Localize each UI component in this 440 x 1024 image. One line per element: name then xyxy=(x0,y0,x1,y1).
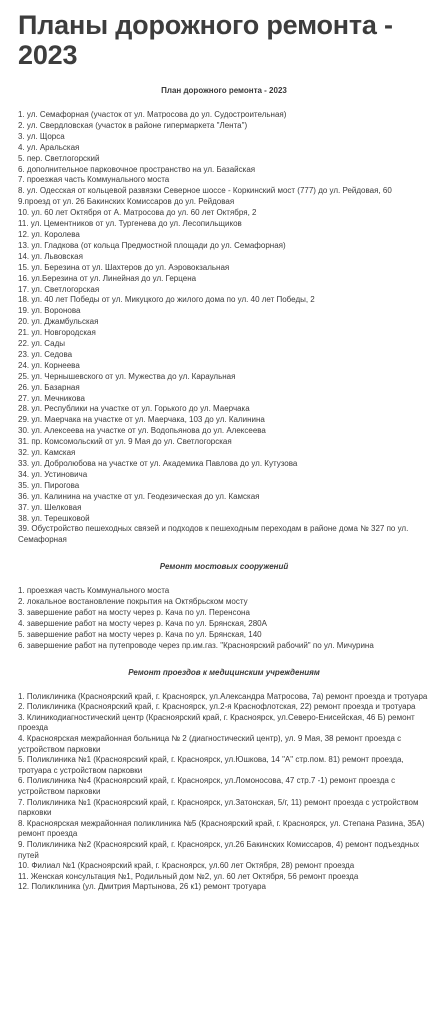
list-item: 2. ул. Свердловская (участок в районе гипермаркета "Лента") xyxy=(18,120,248,130)
list-item: 21. ул. Новгородская xyxy=(18,328,96,338)
list-item: 26. ул. Базарная xyxy=(18,382,80,392)
list-item: 5. Поликлиника №1 (Красноярский край, г. Красноярск, ул.Юшкова, 14 "А" стр.пом. 81) ремонт проезда, тротуара с устройством парковки xyxy=(18,755,404,775)
list-item: 7. Поликлиника №1 (Красноярский край, г. Красноярск, ул.Затонская, 5/г, 11) ремонт проезда с устройством парковки xyxy=(18,797,419,818)
list-item: 1. проезжая часть Коммунального моста xyxy=(18,586,170,596)
list-item: 9.проезд от ул. 26 Бакинских Комиссаров до ул. Рейдовая xyxy=(18,197,235,207)
list-item: 1. Поликлиника (Красноярский край, г. Красноярск, ул.Александра Матросова, 7а) ремонт проезда и тротуара xyxy=(18,691,428,701)
list-item: 37. ул. Шелковая xyxy=(18,502,82,512)
medical-access-list xyxy=(18,692,430,893)
list-item: 19. ул. Воронова xyxy=(18,306,81,316)
list-item: 8. Красноярская межрайонная поликлиника №5 (Красноярский край, г. Красноярск, ул. Степана Разина, 35А) ремонт проезда xyxy=(18,818,425,839)
list-item: 33. ул. Добролюбова на участке от ул. Академика Павлова до ул. Кутузова xyxy=(18,459,298,468)
list-item: 14. ул. Львовская xyxy=(18,251,83,261)
list-item: 23. ул. Седова xyxy=(18,349,73,359)
list-item: 4. ул. Аральская xyxy=(18,142,80,152)
bridge-repair-list xyxy=(18,586,430,651)
road-repair-list xyxy=(18,110,430,546)
section-title-road-repair: План дорожного ремонта - 2023 xyxy=(161,86,287,95)
list-item: 12. ул. Королева xyxy=(18,229,80,239)
section-title-bridges: Ремонт мостовых сооружений xyxy=(159,562,289,572)
list-item: 34. ул. Устиновича xyxy=(18,469,88,479)
list-item: 3. Клиникодиагностический центр (Красноярский край, г. Красноярск, ул.Северо-Енисейская, 46 Б) ремонт проезда xyxy=(18,712,415,733)
list-item: 5. пер. Светлогорский xyxy=(18,153,100,163)
list-item: 36. ул. Калинина на участке от ул. Геодезическая до ул. Камская xyxy=(18,491,260,501)
list-item: 3. завершение работ на мосту через р. Кача по ул. Перенсона xyxy=(18,608,250,618)
list-item: 24. ул. Корнеева xyxy=(18,360,80,370)
list-item: 35. ул. Пирогова xyxy=(18,480,80,490)
list-item: 27. ул. Мечникова xyxy=(18,393,85,403)
list-item: 8. ул. Одесская от кольцевой развязки Северное шоссе - Коркинский мост (777) до ул. Рейдовая, 60 xyxy=(18,186,392,196)
list-item: 6. дополнительное парковочное пространство на ул. Базайская xyxy=(18,164,256,174)
list-item: 29. ул. Маерчака на участке от ул. Маерчака, 103 до ул. Калинина xyxy=(18,415,265,425)
list-item: 32. ул. Камская xyxy=(18,448,76,458)
list-item: 16. ул.Березина от ул. Линейная до ул. Герцена xyxy=(18,273,197,283)
list-item: 3. ул. Щорса xyxy=(18,131,65,141)
list-item: 18. ул. 40 лет Победы от ул. Микуцкого до жилого дома по ул. 40 лет Победы, 2 xyxy=(18,295,315,305)
list-item: 1. ул. Семафорная (участок от ул. Матросова до ул. Судостроительная) xyxy=(18,110,287,119)
list-item: 39. Обустройство пешеходных связей и подходов к пешеходным переходам в районе дома № 327 по ул. Семафорная xyxy=(18,524,409,545)
list-item: 11. ул. Цементников от ул. Тургенева до ул. Лесопильщиков xyxy=(18,219,242,229)
list-item: 31. пр. Комсомольский от ул. 9 Мая до ул. Светлогорская xyxy=(18,437,232,447)
list-item: 2. локальное востановление покрытия на Октябрьском мосту xyxy=(18,597,248,607)
list-item: 15. ул. Березина от ул. Шахтеров до ул. Аэровокзальная xyxy=(18,262,230,272)
list-item: 17. ул. Светлогорская xyxy=(18,284,100,294)
page-title: Планы дорожного ремонта - 2023 xyxy=(18,10,393,70)
list-item: 28. ул. Республики на участке от ул. Горького до ул. Маерчака xyxy=(18,404,250,414)
list-item: 2. Поликлиника (Красноярский край, г. Красноярск, ул.2-я Краснофлотская, 22) ремонт проезда и тротуара xyxy=(18,702,416,712)
list-item: 5. завершение работ на мосту через р. Кача по ул. Брянская, 140 xyxy=(18,629,262,639)
list-item: 22. ул. Сады xyxy=(18,339,66,349)
list-item: 6. Поликлиника №4 (Красноярский край, г. Красноярск, ул.Ломоносова, 47 стр.7 -1) ремонт проезда с устройством парковки xyxy=(18,776,396,797)
list-item: 6. завершение работ на путепроводе через пр.им.газ. "Красноярский рабочий" по ул. Мичурина xyxy=(18,640,374,650)
list-item: 20. ул. Джамбульская xyxy=(18,317,99,327)
list-item: 12. Поликлиника (ул. Дмитрия Мартынова, 26 к1) ремонт тротуара xyxy=(18,882,266,892)
list-item: 25. ул. Чернышевского от ул. Мужества до ул. Караульная xyxy=(18,371,236,381)
list-item: 4. Красноярская межрайонная больница № 2 (диагностический центр), ул. 9 Мая, 38 ремонт проезда с устройством парковки xyxy=(18,734,402,754)
list-item: 10. ул. 60 лет Октября от А. Матросова до ул. 60 лет Октября, 2 xyxy=(18,208,257,218)
list-item: 11. Женская консультация №1, Родильный дом №2, ул. 60 лет Октября, 56 ремонт проезда xyxy=(18,871,359,881)
list-item: 30. ул. Алексеева на участке от ул. Водопьянова до ул. Алексеева xyxy=(18,426,266,436)
list-item: 10. Филиал №1 (Красноярский край, г. Красноярск, ул.60 лет Октября, 28) ремонт проезда xyxy=(18,861,355,871)
list-item: 38. ул. Терешковой xyxy=(18,513,90,523)
list-item: 4. завершение работ на мосту через р. Кача по ул. Брянская, 280А xyxy=(18,618,267,628)
list-item: 13. ул. Гладкова (от кольца Предмостной площади до ул. Семафорная) xyxy=(18,240,286,250)
list-item: 7. проезжая часть Коммунального моста xyxy=(18,175,170,185)
section-title-medical: Ремонт проездов к медицинским учреждениям xyxy=(128,667,320,677)
list-item: 9. Поликлиника №2 (Красноярский край, г. Красноярск, ул.26 Бакинских Комиссаров, 4) ремонт подъездных путей xyxy=(18,840,420,860)
